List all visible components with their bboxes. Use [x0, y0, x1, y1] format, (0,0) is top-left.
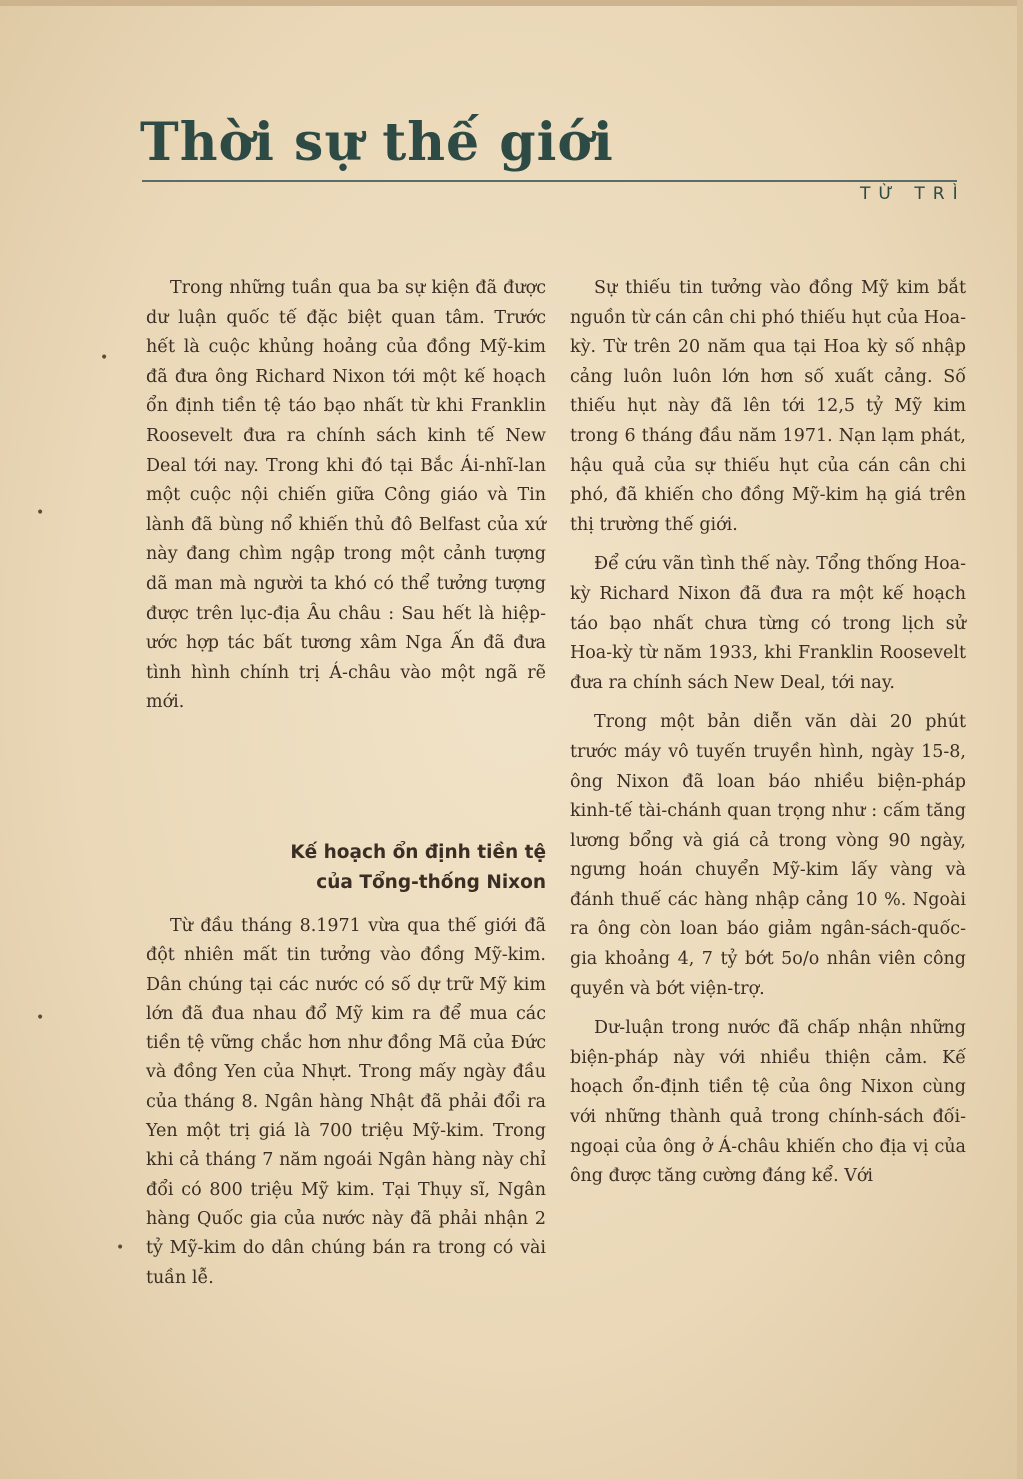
section-subheading [230, 838, 546, 898]
right-column [570, 274, 966, 1192]
author-byline: TỪ TRÌ [860, 184, 966, 204]
subheading-line-2: của Tổng-thống Nixon [316, 872, 546, 893]
margin-dot: • [116, 1240, 125, 1256]
right-paragraph-2: Để cứu vãn tình thế này. Tổng thống Hoa-kỳ Richard Nixon đã đưa ra một kế hoạch táo bạo nhất chưa từng có trong lịch sử Hoa-kỳ từ năm 1933, khi Franklin Roosevelt đưa ra chính sách New Deal, tới nay. [570, 554, 966, 693]
margin-dot: • [36, 505, 45, 521]
article-title: Thời sự thế giới [140, 112, 614, 173]
section-paragraph: Từ đầu tháng 8.1971 vừa qua thế giới đã đột nhiên mất tin tưởng vào đồng Mỹ-kim. Dân chúng tại các nước có số dự trữ Mỹ kim lớn đã đua nhau đổ Mỹ kim ra để mua các tiền tệ vững chắc hơn như đồng Mã của Đức và đồng Yen của Nhựt. Trong mấy ngày đầu của tháng 8. Ngân hàng Nhật đã phải đổi ra Yen một trị giá là 700 triệu Mỹ-kim. Trong khi cả tháng 7 năm ngoái Ngân hàng này chỉ đổi có 800 triệu Mỹ kim. Tại Thụy sĩ, Ngân hàng Quốc gia của nước này đã phải nhận 2 tỷ Mỹ-kim do dân chúng bán ra trong có vài tuần lễ. [146, 916, 546, 1288]
left-column-section [146, 912, 546, 1293]
page-edge-right [1017, 0, 1023, 1479]
title-divider [142, 180, 957, 182]
margin-dot: • [100, 350, 109, 366]
margin-dot: • [36, 1010, 45, 1026]
intro-paragraph: Trong những tuần qua ba sự kiện đã được dư luận quốc tế đặc biệt quan tâm. Trước hết là cuộc khủng hoảng của đồng Mỹ-kim đã đưa ông Richard Nixon tới một kế hoạch ổn định tiền tệ táo bạo nhất từ khi Franklin Roosevelt đưa ra chính sách kinh tế New Deal tới nay. Trong khi đó tại Bắc Ái-nhĩ-lan một cuộc nội chiến giữa Công giáo và Tin lành đã bùng nổ khiến thủ đô Belfast của xứ này đang chìm ngập trong một cảnh tượng dã man mà người ta khó có thể tưởng tượng được trên lục-địa Âu châu : Sau hết là hiệp-ước hợp tác bất tương xâm Nga Ấn đã đưa tình hình chính trị Á-châu vào một ngã rẽ mới. [146, 278, 546, 713]
right-paragraph-3: Trong một bản diễn văn dài 20 phút trước máy vô tuyến truyền hình, ngày 15-8, ông Nixon đã loan báo nhiều biện-pháp kinh-tế tài-chánh quan trọng như : cấm tăng lương bổng và giá cả trong vòng 90 ngày, ngưng hoán chuyển Mỹ-kim lấy vàng và đánh thuế các hàng nhập cảng 10 %. Ngoài ra ông còn loan báo giảm ngân-sách-quốc-gia khoảng 4, 7 tỷ bớt 5o/o nhân viên công quyền và bớt viện-trợ. [570, 712, 966, 999]
right-paragraph-1: Sự thiếu tin tưởng vào đồng Mỹ kim bắt nguồn từ cán cân chi phó thiếu hụt của Hoa-kỳ. Từ trên 20 năm qua tại Hoa kỳ số nhập cảng luôn luôn lớn hơn số xuất cảng. Số thiếu hụt này đã lên tới 12,5 tỷ Mỹ kim trong 6 tháng đầu năm 1971. Nạn lạm phát, hậu quả của sự thiếu hụt của cán cân chi phó, đã khiến cho đồng Mỹ-kim hạ giá trên thị trường thế giới. [570, 278, 966, 535]
left-column [146, 274, 546, 718]
right-paragraph-4: Dư-luận trong nước đã chấp nhận những biện-pháp này với nhiều thiện cảm. Kế hoạch ổn-định tiền tệ của ông Nixon cùng với những thành quả trong chính-sách đối-ngoại của ông ở Á-châu khiến cho địa vị của ông được tăng cường đáng kể. Với [570, 1018, 966, 1187]
page-edge-top [0, 0, 1023, 6]
subheading-line-1: Kế hoạch ổn định tiền tệ [290, 842, 546, 863]
